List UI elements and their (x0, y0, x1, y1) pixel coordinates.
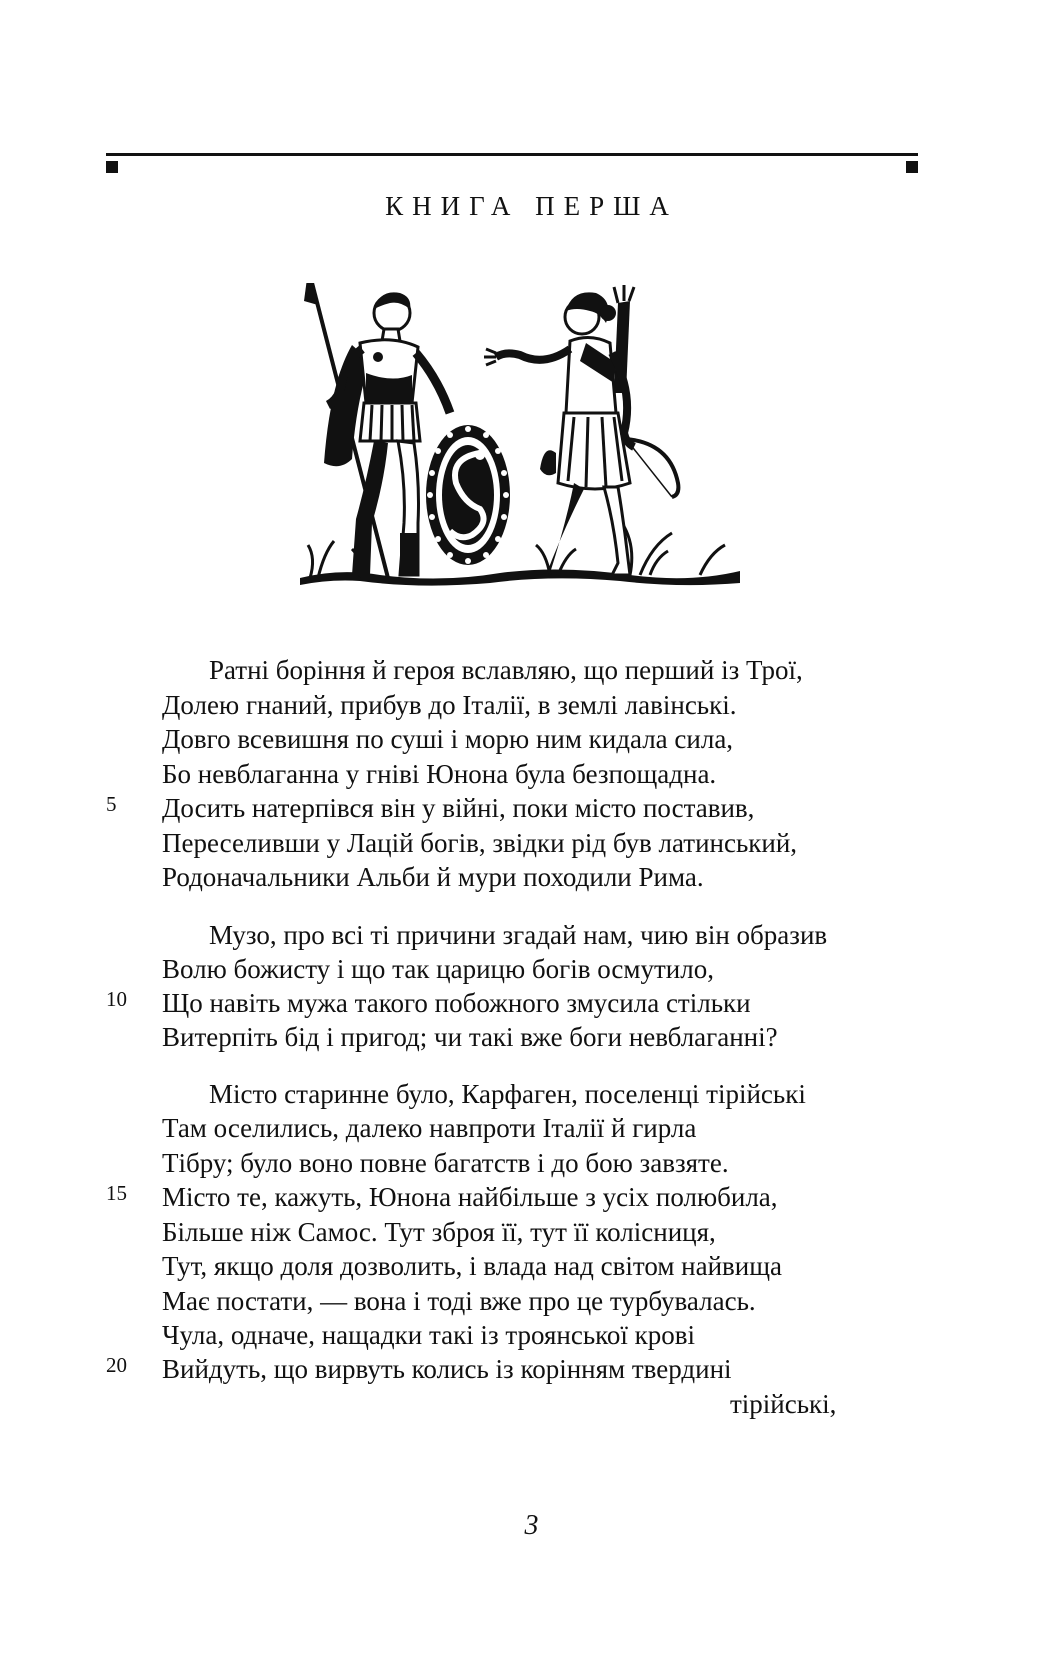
verse-line: Місто те, кажуть, Юнона найбільше з усіх полюбила, (162, 1182, 778, 1212)
line-number: 15 (106, 1181, 127, 1205)
verse-line-continuation: тірійські, (730, 1389, 837, 1419)
verse-line: Довго всевишня по суші і морю ним кидала сила, (162, 724, 734, 754)
line-number: 20 (106, 1353, 127, 1377)
verse-line: Тібру; було воно повне багатств і до бою завзяте. (162, 1148, 729, 1178)
verse-line: Що навіть мужа такого побожного змусила стільки (162, 988, 751, 1018)
verse-line: Там оселились, далеко навпроти Італії й гирла (162, 1113, 697, 1143)
verse-line: Вийдуть, що вирвуть колись із корінням твердині (162, 1354, 732, 1384)
verse-line: Родоначальники Альби й мури походили Рима. (162, 862, 704, 892)
line-number: 5 (106, 792, 117, 816)
verse-line: Місто старинне було, Карфаген, поселенці тірійські (209, 1079, 806, 1109)
verse-line: Бо невблаганна у гніві Юнона була безпощадна. (162, 759, 717, 789)
verse-line: Більше ніж Самос. Тут зброя її, тут її колісниця, (162, 1217, 716, 1247)
chapter-title: КНИГА ПЕРША (385, 191, 678, 221)
verse-line: Долею гнаний, прибув до Італії, в землі лавінські. (162, 690, 737, 720)
verse-line: Ратні боріння й героя вславляю, що перший із Трої, (209, 655, 803, 685)
verse-line: Музо, про всі ті причини згадай нам, чию він образив (209, 920, 828, 950)
page-number: 3 (524, 1510, 539, 1541)
verse-line: Витерпіть бід і пригод; чи такі вже боги невблаганні? (162, 1022, 778, 1052)
verse-line: Тут, якщо доля дозволить, і влада над світом найвища (162, 1251, 783, 1281)
line-number: 10 (106, 987, 127, 1011)
verse-line: Волю божисту і що так царицю богів осмутило, (162, 954, 714, 984)
verse-line: Переселивши у Лацій богів, звідки рід був латинський, (162, 828, 798, 858)
verse-line: Досить натерпівся він у війні, поки місто поставив, (162, 793, 755, 823)
verse-line: Чула, одначе, нащадки такі із троянської крові (162, 1320, 695, 1350)
verse-line: Має постати, — вона і тоді вже про це турбувалась. (162, 1286, 756, 1316)
